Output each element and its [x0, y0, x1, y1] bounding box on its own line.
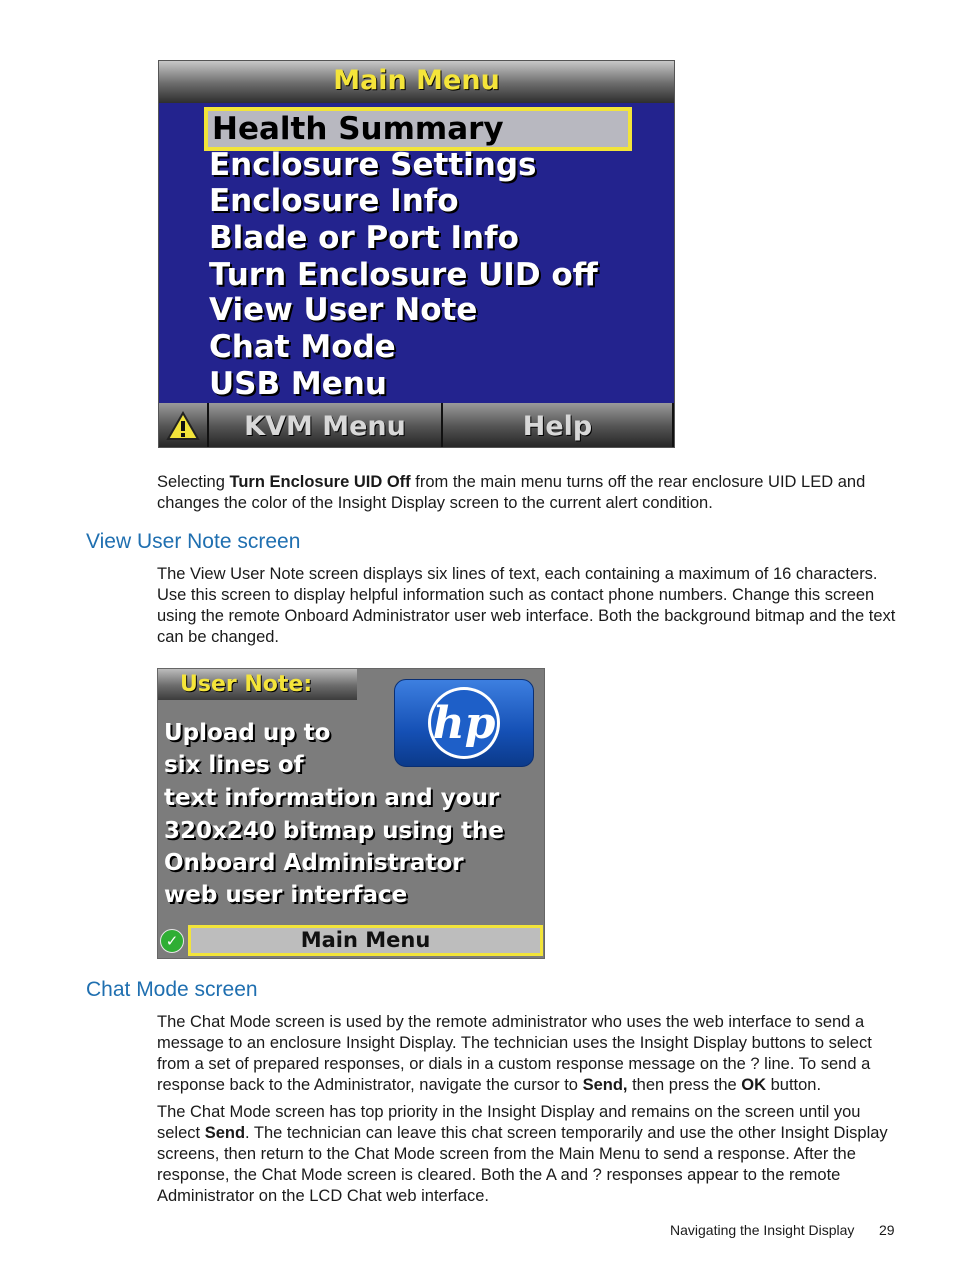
- main-menu-title: Main Menu: [159, 61, 674, 103]
- chat-mode-paragraph-1: The Chat Mode screen is used by the remote administrator who uses the web interface to send a message to an enclosure Insight Display. The technician uses the Insight Display buttons to select from a set of prepared responses, or dials in a custom response message on the ? line. To send a response back to the Administrator, navigate the cursor to Send, then press the OK button.: [157, 1013, 872, 1094]
- view-user-note-heading: View User Note screen: [86, 530, 301, 553]
- view-user-note-paragraph: The View User Note screen displays six lines of text, each containing a maximum of 16 characters. Use this screen to display helpful information such as contact phone numbers. Change this screen using the remote Onboard Administrator user web interface. Both the background bitmap and the text can be changed.: [157, 565, 896, 646]
- chat-mode-paragraph-2: The Chat Mode screen has top priority in the Insight Display and remains on the screen until you select Send. The technician can leave this chat screen temporarily and use the other Insight Display screens, then return to the Chat Mode screen from the Main Menu to send a response. After the response, the Chat Mode screen is cleared. Both the A and ? responses appear to the remote Administrator on the LCD Chat web interface.: [157, 1103, 888, 1205]
- user-note-screenshot: [157, 668, 545, 959]
- user-note-line-1: Upload up to: [164, 720, 331, 746]
- menu-item-usb-menu: USB Menu: [209, 366, 387, 402]
- svg-text:hp: hp: [432, 698, 496, 749]
- menu-item-turn-uid-off: Turn Enclosure UID off: [209, 257, 598, 293]
- softkey-bar: [159, 403, 674, 448]
- menu-item-enclosure-settings: Enclosure Settings: [209, 147, 537, 183]
- user-note-line-3: text information and your: [164, 785, 500, 811]
- softkey-help: Help: [443, 403, 674, 448]
- menu-item-health-summary: Health Summary: [204, 107, 632, 151]
- hp-logo: [394, 679, 534, 767]
- user-note-line-5: Onboard Administrator: [164, 850, 464, 876]
- main-menu-screenshot: [158, 60, 675, 448]
- softkey-kvm-menu: KVM Menu: [209, 403, 443, 448]
- menu-item-enclosure-info: Enclosure Info: [209, 183, 459, 219]
- page-number: 29: [879, 1222, 895, 1238]
- uid-off-paragraph: Selecting Turn Enclosure UID Off from the main menu turns off the rear enclosure UID LED and changes the color of the Insight Display screen to the current alert condition.: [157, 473, 866, 512]
- user-note-line-6: web user interface: [164, 882, 408, 908]
- footer-section-title: Navigating the Insight Display: [670, 1222, 855, 1238]
- warning-icon: [159, 403, 209, 448]
- menu-item-chat-mode: Chat Mode: [209, 329, 396, 365]
- menu-item-view-user-note: View User Note: [209, 292, 478, 328]
- chat-mode-heading: Chat Mode screen: [86, 978, 258, 1001]
- user-note-line-2: six lines of: [164, 752, 304, 778]
- main-menu-softkey: Main Menu: [188, 925, 543, 956]
- user-note-line-4: 320x240 bitmap using the: [164, 818, 504, 844]
- user-note-title: User Note:: [158, 669, 357, 700]
- check-icon: ✓: [160, 929, 184, 953]
- menu-item-blade-or-port-info: Blade or Port Info: [209, 220, 519, 256]
